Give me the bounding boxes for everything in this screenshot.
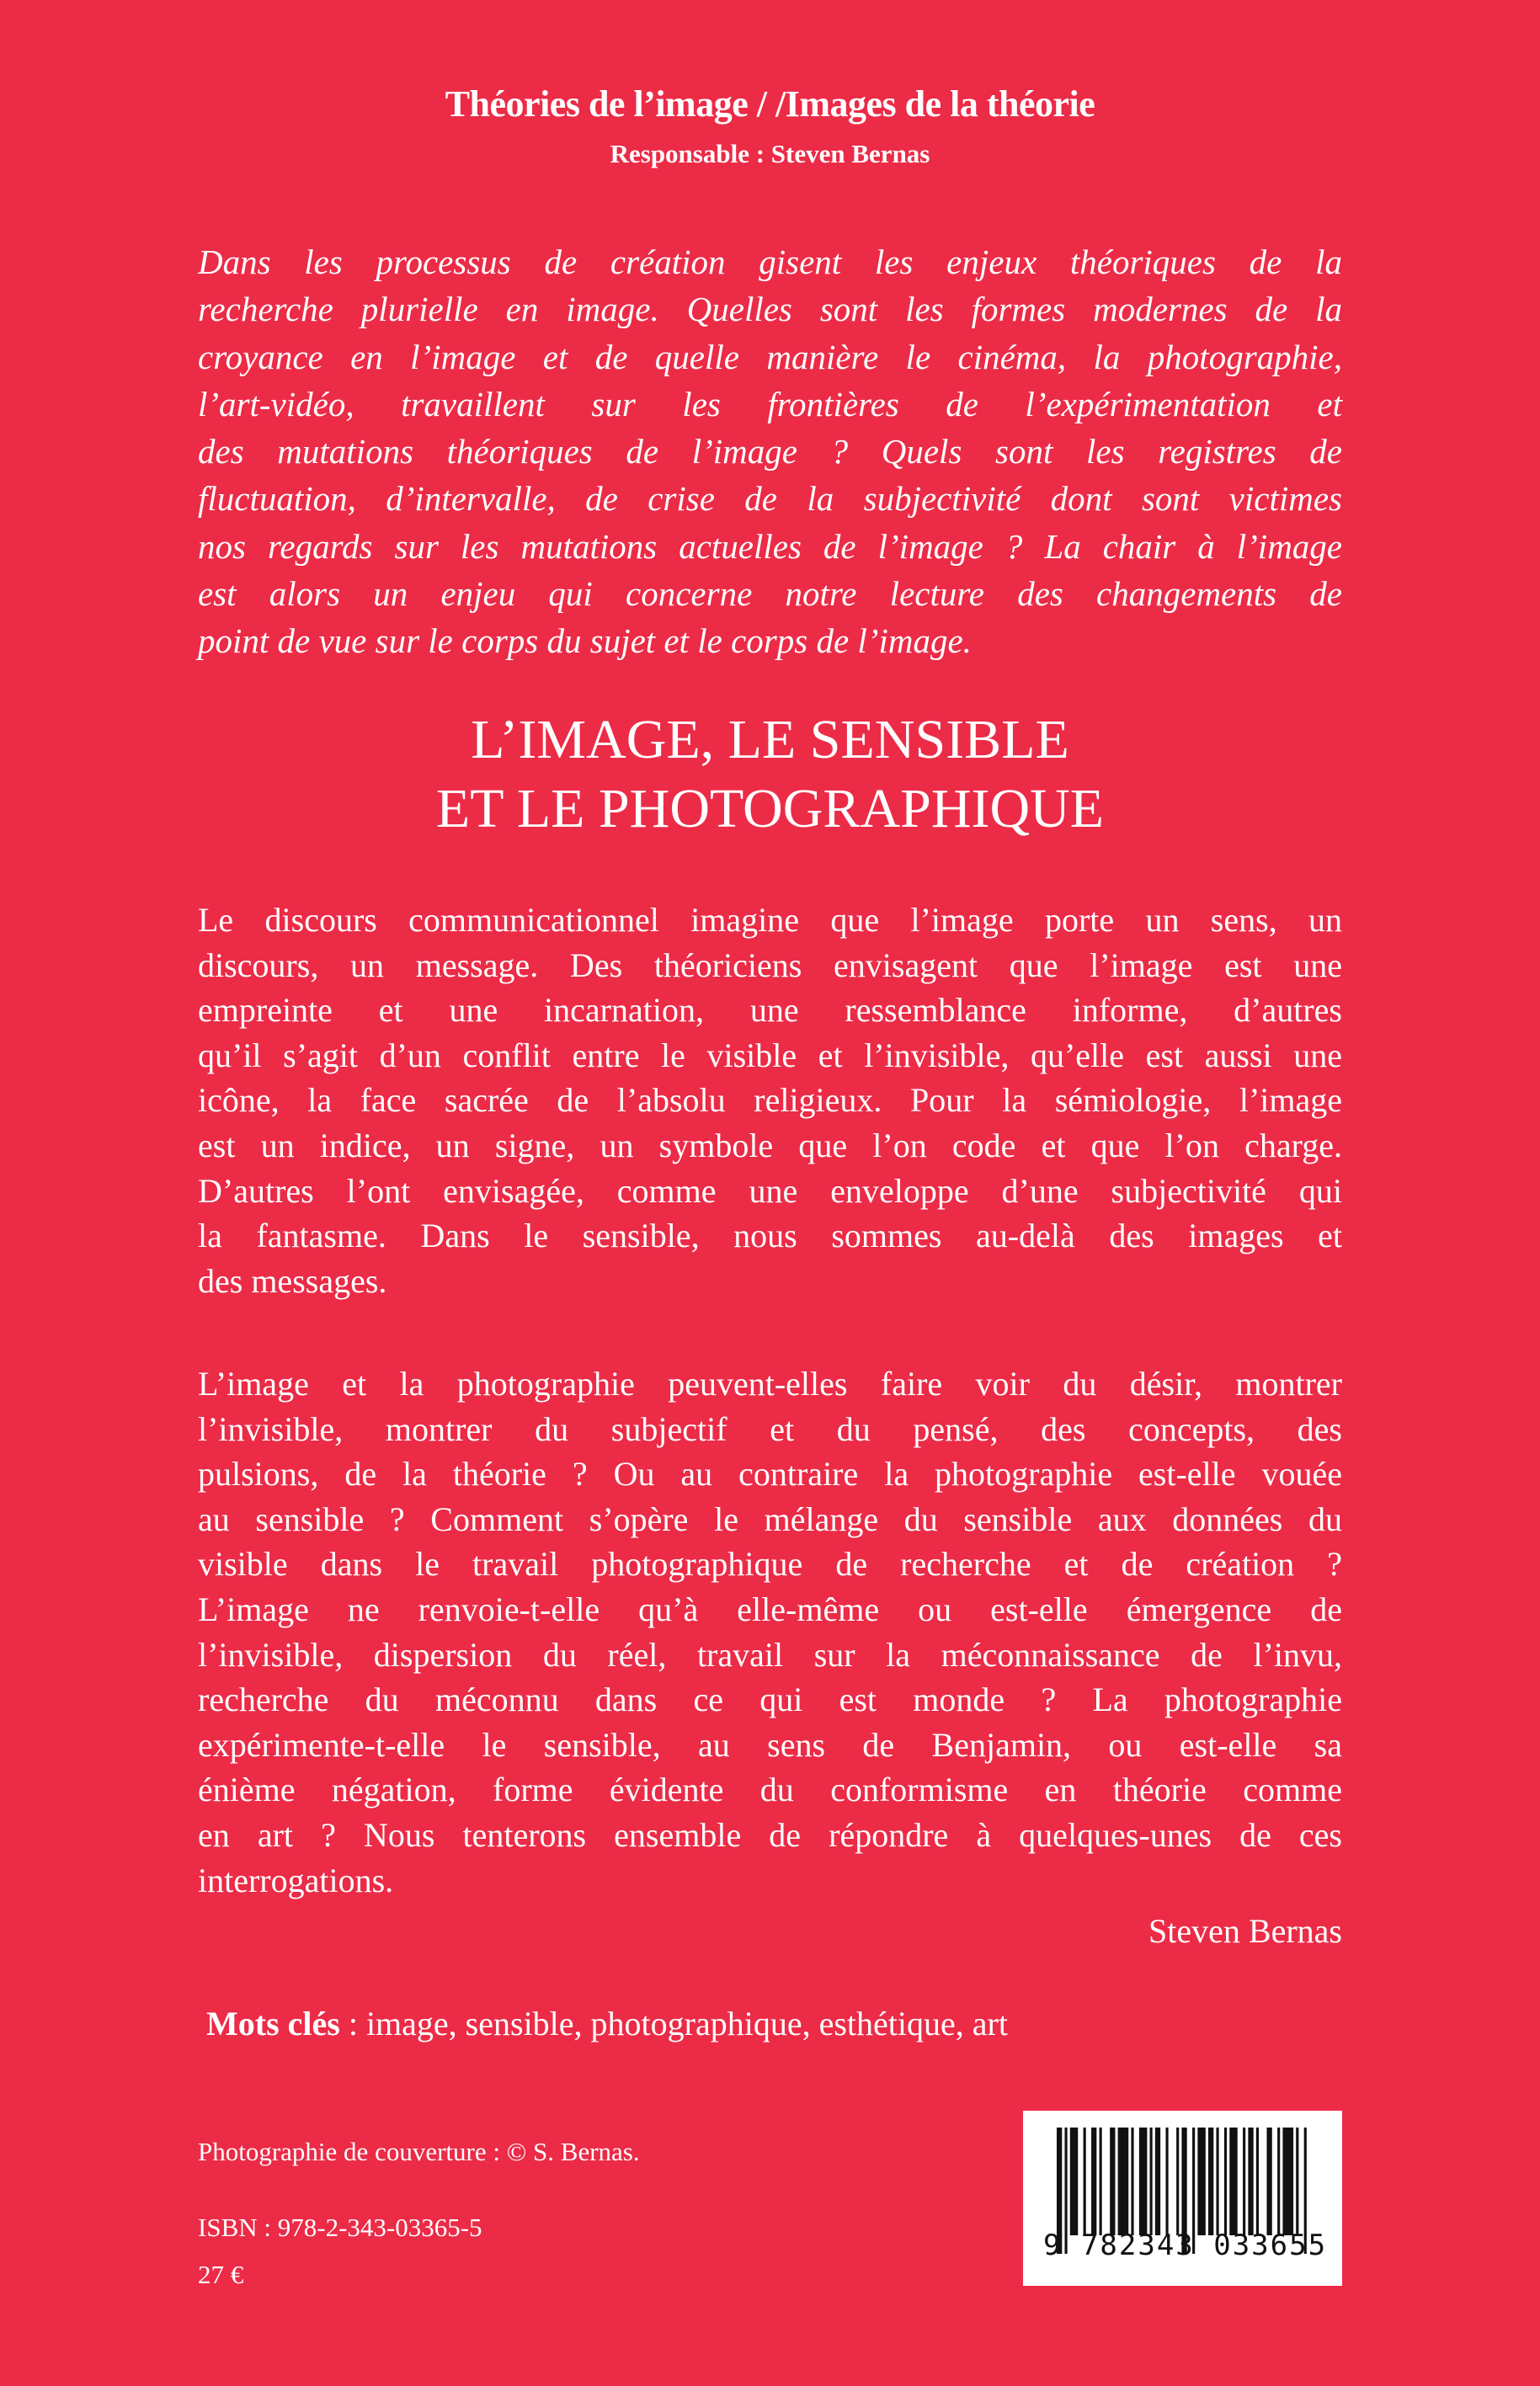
intro-paragraph: [198, 238, 1342, 665]
text-line: la fantasme. Dans le sensible, nous sommes au-delà des images et: [198, 1217, 1342, 1255]
text-line: point de vue sur le corps du sujet et le corps de l’image.: [198, 621, 972, 661]
barcode: [1023, 2111, 1342, 2286]
barcode-bar: [1155, 2128, 1160, 2235]
photo-credit: Photographie de couverture : © S. Bernas.: [198, 2137, 640, 2166]
text-line: icône, la face sacrée de l’absolu religieux. Pour la sémiologie, l’image: [198, 1081, 1342, 1120]
text-line: visible dans le travail photographique de recherche et de création ?: [198, 1545, 1342, 1584]
text-line: L’image ne renvoie-t-elle qu’à elle-même ou est-elle émergence de: [198, 1590, 1342, 1628]
text-line: D’autres l’ont envisagée, comme une enveloppe d’une subjectivité qui: [198, 1171, 1342, 1210]
text-line: des mutations théoriques de l’image ? Quels sont les registres de: [198, 432, 1342, 471]
barcode-bar: [1118, 2128, 1129, 2235]
barcode-bar: [1296, 2128, 1298, 2235]
text-line: au sensible ? Comment s’opère le mélange du sensible aux données du: [198, 1499, 1342, 1538]
keywords: [206, 2004, 1008, 2043]
barcode-bar: [1100, 2128, 1102, 2235]
barcode-bar: [1091, 2128, 1096, 2235]
barcode-bar: [1110, 2128, 1115, 2235]
text-line: Dans les processus de création gisent les enjeux théoriques de la: [198, 242, 1342, 281]
barcode-digits: 9 782343 033655: [1043, 2229, 1328, 2262]
text-line: l’invisible, dispersion du réel, travail sur la méconnaissance de l’invu,: [198, 1635, 1342, 1674]
book-title-line-2: ET LE PHOTOGRAPHIQUE: [435, 778, 1105, 839]
text-line: pulsions, de la théorie ? Ou au contraire la photographie est-elle vouée: [198, 1455, 1342, 1494]
price: 27 €: [198, 2260, 244, 2289]
barcode-bar: [1282, 2128, 1293, 2235]
text-line: nos regards sur les mutations actuelles de l’image ? La chair à l’image: [198, 526, 1342, 566]
series-responsible: Responsable : Steven Bernas: [610, 139, 930, 168]
barcode-bar: [1243, 2128, 1245, 2235]
book-title: [0, 706, 1540, 844]
barcode-bar: [1165, 2128, 1168, 2235]
barcode-bar: [1216, 2128, 1218, 2235]
text-line: des messages.: [198, 1261, 387, 1300]
text-line: en art ? Nous tenterons ensemble de répondre à quelques-unes de ces: [198, 1815, 1342, 1854]
text-line: expérimente-t-elle le sensible, au sens de Benjamin, ou est-elle sa: [198, 1725, 1342, 1764]
book-title-line-1: L’IMAGE, LE SENSIBLE: [471, 709, 1069, 770]
text-line: qu’il s’agit d’un conflit entre le visible et l’invisible, qu’elle est aussi une: [198, 1036, 1342, 1074]
keywords-label: Mots clés: [206, 2005, 340, 2042]
barcode-bar: [1070, 2128, 1078, 2235]
barcode-bar: [1256, 2128, 1259, 2235]
text-line: interrogations.: [198, 1861, 394, 1899]
text-line: empreinte et une incarnation, une ressemblance informe, d’autres: [198, 991, 1342, 1030]
text-line: Le discours communicationnel imagine que l’image porte un sens, un: [198, 901, 1342, 939]
barcode-bar: [1229, 2128, 1237, 2235]
barcode-bar: [1084, 2128, 1086, 2235]
barcode-bar: [1266, 2128, 1271, 2235]
text-line: recherche plurielle en image. Quelles sont les formes modernes de la: [198, 290, 1342, 329]
body-paragraph-2: [198, 1361, 1342, 1903]
author-signature: Steven Bernas: [1148, 1912, 1342, 1950]
barcode-bar: [1248, 2128, 1253, 2235]
text-line: est alors un enjeu qui concerne notre lecture des changements de: [198, 574, 1342, 614]
barcode-bar: [1197, 2128, 1205, 2235]
body-paragraph-1: [198, 897, 1342, 1303]
isbn: ISBN : 978-2-343-03365-5: [198, 2213, 482, 2242]
text-line: L’image et la photographie peuvent-elles faire voir du désir, montrer: [198, 1365, 1342, 1403]
text-line: l’invisible, montrer du subjectif et du pensé, des concepts, des: [198, 1409, 1342, 1448]
text-line: l’art-vidéo, travaillent sur les frontières de l’expérimentation et: [198, 384, 1342, 423]
text-line: discours, un message. Des théoriciens envisagent que l’image est une: [198, 945, 1342, 984]
text-line: énième négation, forme évidente du conformisme en théorie comme: [198, 1771, 1342, 1809]
text-line: croyance en l’image et de quelle manière le cinéma, la photographie,: [198, 337, 1342, 376]
series-title: Théories de l’image / /Images de la théorie: [445, 83, 1095, 125]
barcode-bar: [1139, 2128, 1147, 2235]
barcode-bar: [1131, 2128, 1133, 2235]
keywords-value: : image, sensible, photographique, esthétique, art: [339, 2005, 1008, 2042]
barcode-bar: [1277, 2128, 1280, 2235]
text-line: est un indice, un signe, un symbole que l’on code et que l’on charge.: [198, 1126, 1342, 1164]
barcode-bar: [1176, 2128, 1179, 2235]
barcode-bar: [1150, 2128, 1153, 2235]
barcode-bar: [1208, 2128, 1213, 2235]
text-line: fluctuation, d’intervalle, de crise de la subjectivité dont sont victimes: [198, 479, 1342, 519]
barcode-bar: [1224, 2128, 1227, 2235]
text-line: recherche du méconnu dans ce qui est monde ? La photographie: [198, 1680, 1342, 1719]
